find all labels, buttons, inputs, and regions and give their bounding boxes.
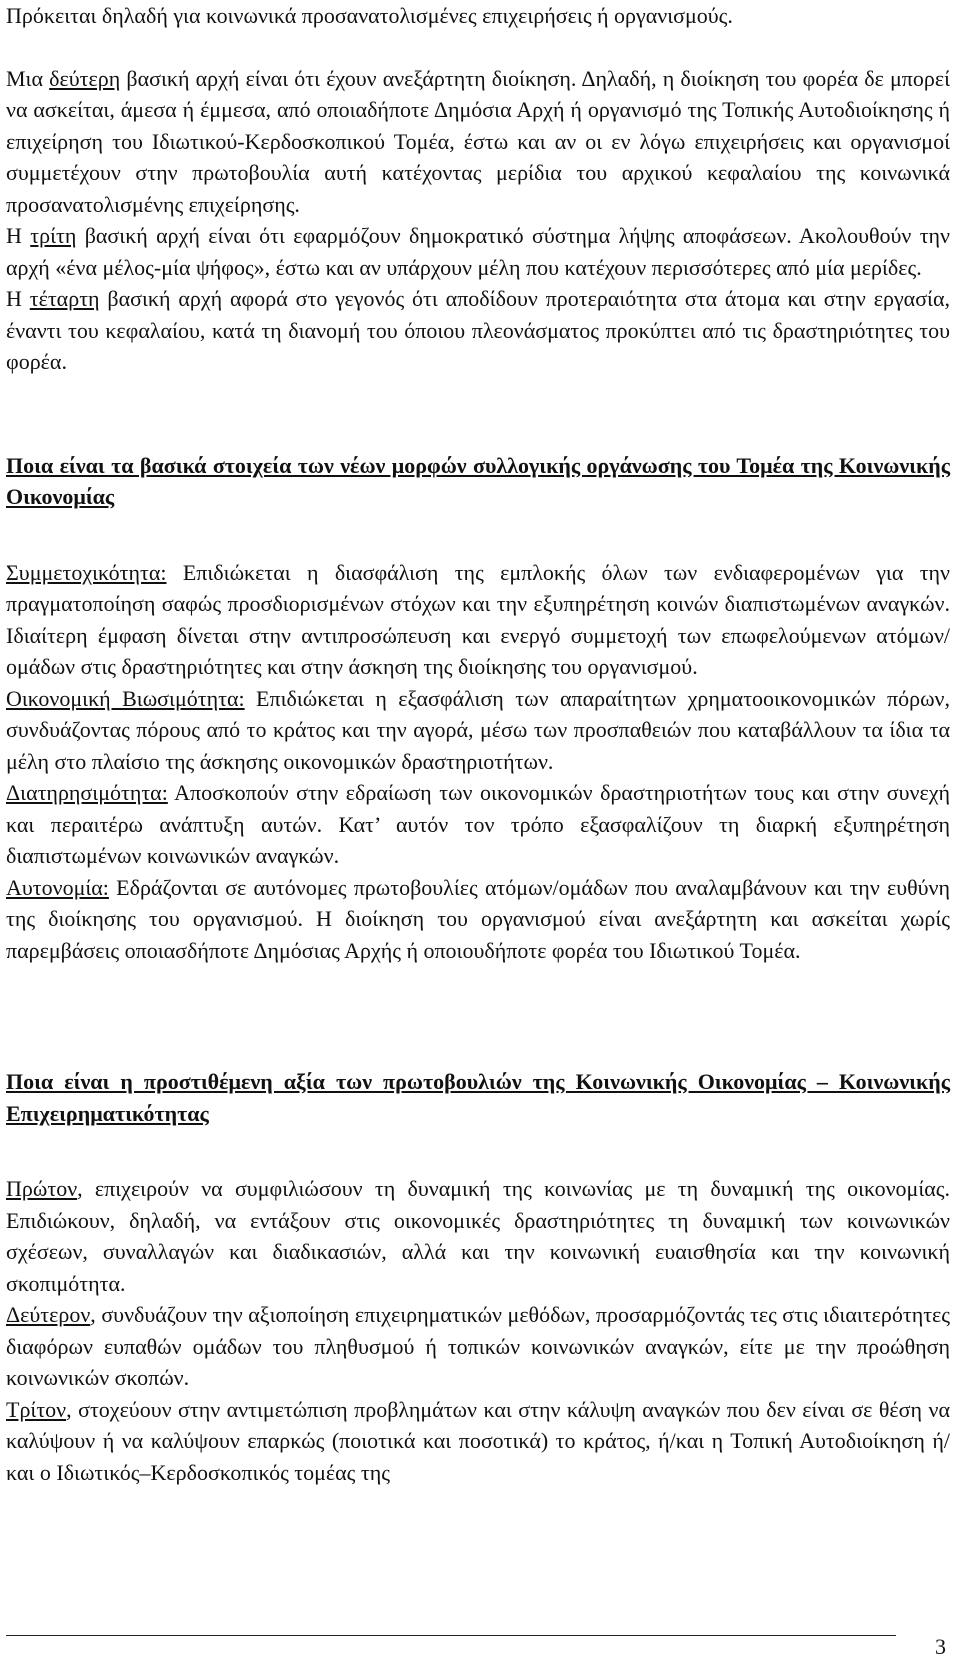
paragraph-second-principle xyxy=(6,63,950,221)
paragraph-third-principle xyxy=(6,220,950,283)
paragraph-text: βασική αρχή είναι ότι έχουν ανεξάρτητη διοίκηση. Δηλαδή, η διοίκηση του φορέα δε μπορεί να ασκείται, άμεσα ή έμμεσα, από οποιαδήποτε Δημόσια Αρχή ή οργανισμό της Τοπικής Αυτοδιοίκησης ή επιχείρηση του Ιδιωτικού-Κερδοσκοπικού Τομέα, έστω και αν οι εν λόγω επιχειρήσεις και οργανισμοί συμμετέχουν στην πρωτοβουλία αυτή κατέχοντας μερίδια του αρχικού κεφαλαίου της κοινωνικά προσανατολισμένης επιχείρησης. xyxy=(6,65,950,217)
footer-divider xyxy=(6,1635,896,1636)
item-sustainability xyxy=(6,777,950,872)
term-label: Αυτονομία: xyxy=(6,874,109,900)
keyword-second: δεύτερη xyxy=(49,65,121,91)
term-text: , επιχειρούν να συμφιλιώσουν τη δυναμική της κοινωνίας με τη δυναμική της οικονομίας. Επιδιώκουν, δηλαδή, να εντάξουν στις οικονομικές δραστηριότητες τη δυναμική των κοινωνικών σχέσεων, συναλλαγών και διαδικασιών, αλλά και την κοινωνική ευαισθησία και την κοινωνική σκοπιμότητα. xyxy=(6,1176,950,1296)
term-text: Εδράζονται σε αυτόνομες πρωτοβουλίες ατόμων/ομάδων που αναλαμβάνουν και την ευθύνη της διοίκησης του οργανισμού. Η διοίκηση του οργανισμού είναι ανεξάρτητη και ασκείται χωρίς παρεμβάσεις οποιασδήποτε Δημόσιας Αρχής ή οποιουδήποτε φορέα του Ιδιωτικού Τομέα. xyxy=(6,874,950,963)
paragraph-text: βασική αρχή αφορά στο γεγονός ότι αποδίδουν προτεραιότητα στα άτομα και στην εργασία, έναντι του κεφαλαίου, κατά τη διανομή του όποιου πλεονάσματος προκύπτει από τις δραστηριότητες του φορέα. xyxy=(6,286,950,374)
spacer xyxy=(6,378,950,450)
term-text: , στοχεύουν στην αντιμετώπιση προβλημάτων και στην κάλυψη αναγκών που δεν είναι σε θέση να καλύψουν ή να καλύψουν επαρκώς (ποιοτικά και ποσοτικά) το κράτος, ή/και η Τοπική Αυτοδιοίκηση ή/και ο Ιδιωτικός–Κερδοσκοπικός τομέας της xyxy=(6,1396,950,1485)
paragraph-fourth-principle xyxy=(6,283,950,378)
document-page xyxy=(6,0,950,1488)
term-label: Διατηρησιμότητα: xyxy=(6,780,168,805)
term-label: Οικονομική Βιωσιμότητα: xyxy=(6,685,245,711)
term-text: Επιδιώκεται η διασφάλιση της εμπλοκής όλων των ενδιαφερομένων για την πραγματοποίηση σαφώς προσδιορισμένων στόχων και την εξυπηρέτηση κοινών διαπιστωμένων αναγκών. Ιδιαίτερη έμφαση δίνεται στην αντιπροσώπευση και ενεργό συμμετοχή των επωφελούμενων ατόμων/ομάδων στις δραστηριότητες και στην άσκηση της διοίκησης του οργανισμού. xyxy=(6,559,950,679)
paragraph-text: Η xyxy=(6,286,30,311)
spacer xyxy=(6,32,950,63)
section-heading-added-value: Ποια είναι η προστιθέμενη αξία των πρωτοβουλιών της Κοινωνικής Οικονομίας – Κοινωνικής Επιχειρηματικότητας xyxy=(6,1069,950,1126)
paragraph-social-orientation: Πρόκειται δηλαδή για κοινωνικά προσανατολισμένες επιχειρήσεις ή οργανισμούς. xyxy=(6,3,733,28)
item-autonomy xyxy=(6,872,950,967)
paragraph-text: Μια xyxy=(6,65,50,91)
keyword-fourth: τέταρτη xyxy=(29,286,100,311)
spacer xyxy=(6,513,950,557)
term-text: , συνδυάζουν την αξιοποίηση επιχειρηματικών μεθόδων, προσαρμόζοντάς τες στις ιδιαιτερότητες διαφόρων ευπαθών ομάδων του πληθυσμού ή τοπικών κοινωνικών αναγκών, είτε με την προώθηση κοινωνικών σκοπών. xyxy=(6,1302,950,1390)
item-second xyxy=(6,1299,950,1394)
term-label: Δεύτερον xyxy=(6,1302,91,1327)
section-heading-basic-elements: Ποια είναι τα βασικά στοιχεία των νέων μορφών συλλογικής οργάνωσης του Τομέα της Κοινωνικής Οικονομίας xyxy=(6,452,950,509)
page-number: 3 xyxy=(935,1634,946,1659)
item-first xyxy=(6,1173,950,1299)
item-participation xyxy=(6,557,950,683)
item-third xyxy=(6,1394,950,1489)
term-text: Επιδιώκεται η εξασφάλιση των απαραίτητων χρηματοοικονομικών πόρων, συνδυάζοντας πόρους από το κράτος και την αγορά, μέσω των προσπαθειών που καταβάλλουν τα ίδια τα μέλη στο πλαίσιο της άσκησης οικονομικών δραστηριοτήτων. xyxy=(6,685,950,774)
keyword-third: τρίτη xyxy=(30,223,77,248)
paragraph-text: βασική αρχή είναι ότι εφαρμόζουν δημοκρατικό σύστημα λήψης αποφάσεων. Ακολουθούν την αρχή «ένα μέλος-μία ψήφος», έστω και αν υπάρχουν μέλη που κατέχουν περισσότερες από μία μερίδες. xyxy=(6,223,951,280)
paragraph-text: Η xyxy=(6,223,31,248)
spacer xyxy=(6,1129,950,1173)
term-label: Τρίτον xyxy=(6,1396,67,1422)
item-economic-viability xyxy=(6,683,950,778)
spacer xyxy=(6,966,950,1066)
term-label: Συμμετοχικότητα: xyxy=(6,559,167,585)
term-text: Αποσκοπούν στην εδραίωση των οικονομικών δραστηριοτήτων τους και στην συνεχή και περαιτέρω ανάπτυξη αυτών. Κατ’ αυτόν τον τρόπο εξασφαλίζουν τη διαρκή εξυπηρέτηση διαπιστωμένων κοινωνικών αναγκών. xyxy=(6,780,950,868)
term-label: Πρώτον xyxy=(6,1176,78,1201)
